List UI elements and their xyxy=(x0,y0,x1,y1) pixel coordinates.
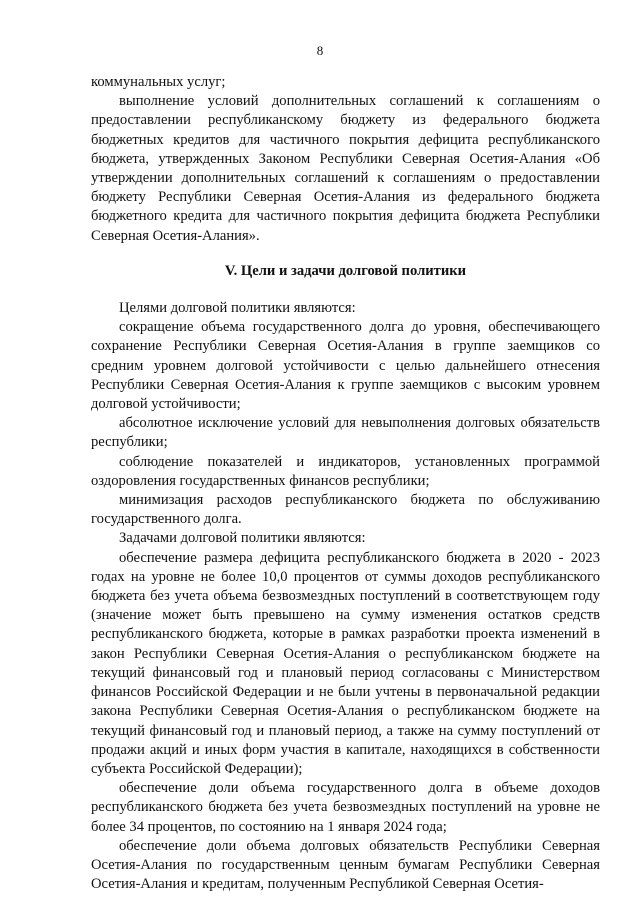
paragraph: сокращение объема государственного долга до уровня, обеспечивающего сохранение Республики Северная Осетия-Алания в группе заемщиков со средним уровнем долговой устойчивости с целью дальнейшего отнесения Республики Северная Осетия-Алания к группе заемщиков с высоким уровнем долговой устойчивости; xyxy=(91,319,600,413)
paragraph: обеспечение доли объема долговых обязательств Республики Северная Осетия-Алания по государственным ценным бумагам Республики Северная Осетия-Алания и кредитам, полученным Республикой Северная Осетия- xyxy=(91,837,600,893)
section-heading: V. Цели и задачи долговой политики xyxy=(224,262,467,279)
paragraph: обеспечение размера дефицита республиканского бюджета в 2020 - 2023 годах на уровне не более 10,0 процентов от суммы доходов республиканского бюджета без учета объема безвозмездных поступлений в соответствующем году (значение может быть превышено на сумму изменения остатков средств республиканского бюджета, которые в рамках разработки проекта изменений в закон Республики Северная Осетия-Алания о республиканском бюджете на текущий финансовый год и плановый период согласованы с Министерством финансов Российской Федерации и не были учтены в первоначальной редакции закона Республики Северная Осетия-Алания о республиканском бюджете на текущий финансовый год и плановый период, а также на сумму поступлений от продажи акций и иных форм участия в капитале, находящихся в собственности субъекта Российской Федерации); xyxy=(91,549,600,777)
paragraph: соблюдение показателей и индикаторов, установленных программой оздоровления государственных финансов республики; xyxy=(91,453,600,489)
document-body xyxy=(91,73,600,894)
paragraph: абсолютное исключение условий для невыполнения долговых обязательств республики; xyxy=(91,415,600,451)
paragraph: Задачами долговой политики являются: xyxy=(119,530,366,547)
paragraph: коммунальных услуг; xyxy=(91,74,226,90)
page-number: 8 xyxy=(316,43,324,58)
paragraph: минимизация расходов республиканского бюджета по обслуживанию государственного долга. xyxy=(91,492,600,528)
paragraph: выполнение условий дополнительных соглашений к соглашениям о предоставлении республиканскому бюджету из федерального бюджета бюджетных кредитов для частичного покрытия дефицита республиканского бюджета, утвержденных Законом Республики Северная Осетия-Алания «Об утверждении дополнительных соглашений к соглашениям о предоставлении бюджету Республики Северная Осетия-Алания из федерального бюджета бюджетного кредита для частичного покрытия дефицита бюджета Республики Северная Осетия-Алания». xyxy=(91,93,600,244)
paragraph: обеспечение доли объема государственного долга в объеме доходов республиканского бюджета без учета безвозмездных поступлений на уровне не более 34 процентов, по состоянию на 1 января 2024 года; xyxy=(91,780,600,835)
paragraph: Целями долговой политики являются: xyxy=(119,300,356,317)
